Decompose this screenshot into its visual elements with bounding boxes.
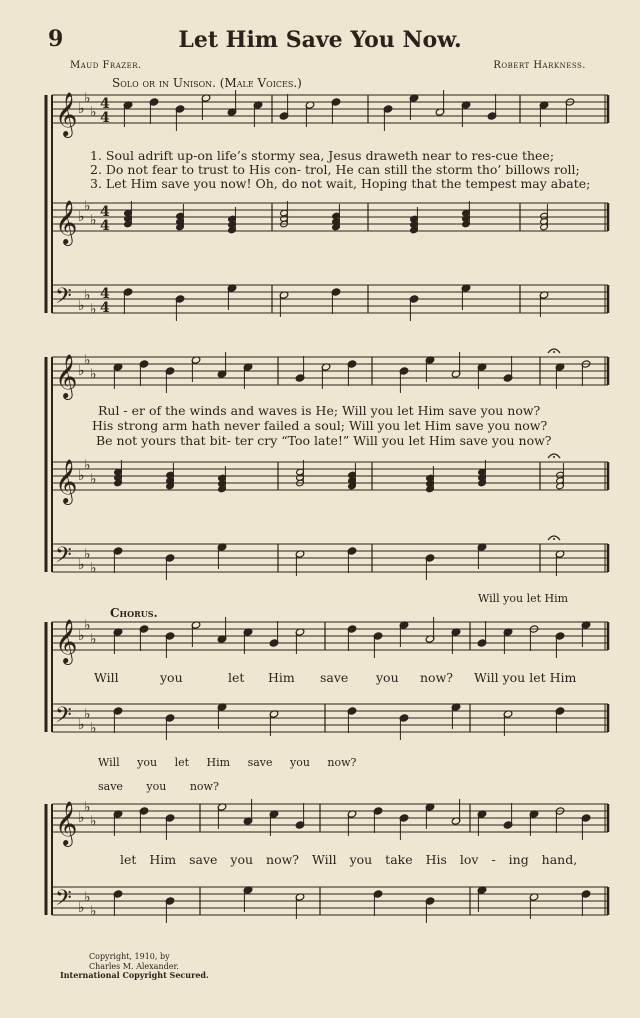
system1-staff-3-time-signature: 4 (100, 286, 110, 302)
system4-staff-2-key-signature: ♭ (78, 900, 85, 916)
system4-main-lyric: let Him save you now? Will you take His lov - ing hand, (120, 852, 578, 867)
system1-staff-3-clef: 𝄢 (55, 284, 72, 314)
copyright-line-2: Charles M. Alexander. (89, 961, 179, 971)
system4-staff-2-key-signature: ♭ (90, 903, 97, 920)
system2-staff-2-clef: 𝄞 (55, 459, 78, 503)
chorus-word: you (160, 670, 183, 685)
system1-staff-2-key-signature: ♭ (90, 212, 97, 229)
system1-staff-1-key-signature: ♭ (84, 90, 91, 107)
system3-staff-1-key-signature: ♭ (90, 631, 97, 648)
system2-staff-1-key-signature: ♭ (78, 363, 85, 379)
system1-staff-2-time-signature: 4 (100, 204, 110, 220)
system1-staff-1-clef: 𝄞 (55, 92, 78, 136)
system3-staff-1-key-signature: ♭ (78, 628, 85, 644)
system1-staff-3-key-signature: ♭ (84, 287, 91, 304)
system1-staff-2-key-signature: ♭ (78, 209, 85, 225)
verse-1-line-a: 1. Soul adrift up-on life’s stormy sea, Jesus draweth near to res-cue thee; (90, 148, 555, 163)
system1-staff-1-time-signature: 4 (100, 110, 110, 126)
chorus-upper-lyric: Will you let Him (478, 592, 569, 605)
chorus-bass-lyric: Will you let Him save you now? (98, 756, 357, 769)
copyright-line-3: International Copyright Secured. (60, 970, 209, 980)
system2-staff-3-key-signature: ♭ (78, 557, 85, 573)
fermata-dot (553, 538, 555, 540)
system2-staff-3-clef: 𝄢 (55, 543, 72, 573)
system4-staff-2-key-signature: ♭ (84, 889, 91, 906)
system4-staff-1-key-signature: ♭ (84, 799, 91, 816)
system2-staff-2-key-signature: ♭ (78, 468, 85, 484)
system1-staff-2-time-signature: 4 (100, 218, 110, 234)
system1-staff-1-time-signature: 4 (100, 96, 110, 112)
system4-staff-1-key-signature: ♭ (78, 810, 85, 826)
system1-staff-3-time-signature: 4 (100, 300, 110, 316)
chorus-word: Will (94, 670, 119, 685)
system4-staff-2-clef: 𝄢 (55, 886, 72, 916)
system3-staff-1-key-signature: ♭ (84, 617, 91, 634)
system2-staff-1-key-signature: ♭ (90, 366, 97, 383)
system3-staff-2-key-signature: ♭ (78, 717, 85, 733)
system1-staff-1-key-signature: ♭ (78, 101, 85, 117)
hymn-title: Let Him Save You Now. (178, 27, 462, 53)
chorus-label: Chorus. (110, 606, 158, 620)
chorus-word: now? (420, 670, 453, 685)
system2-staff-2-key-signature: ♭ (90, 471, 97, 488)
system3-staff-2-key-signature: ♭ (90, 720, 97, 737)
system1-staff-2-clef: 𝄞 (55, 200, 78, 244)
lyricist-credit: Maud Frazer. (70, 60, 142, 71)
copyright-line-1: Copyright, 1910, by (89, 952, 170, 961)
system1-staff-3-key-signature: ♭ (90, 301, 97, 318)
system2-staff-1-key-signature: ♭ (84, 352, 91, 369)
chorus-word: Will you let Him (474, 670, 577, 685)
system2-staff-3-key-signature: ♭ (84, 546, 91, 563)
verse-1-line-b: Rul - er of the winds and waves is He; Will you let Him save you now? (98, 403, 541, 418)
system4-upper-lyric: save you now? (98, 780, 219, 793)
system2-staff-2-key-signature: ♭ (84, 457, 91, 474)
system3-staff-1-clef: 𝄞 (55, 619, 78, 663)
composer-credit: Robert Harkness. (493, 60, 586, 71)
system1-staff-2-key-signature: ♭ (84, 198, 91, 215)
verse-3-line-b: Be not yours that bit- ter cry “Too late!” Will you let Him save you now? (96, 433, 552, 448)
fermata-dot (553, 456, 555, 458)
system1-staff-3-key-signature: ♭ (78, 298, 85, 314)
page-number: 9 (48, 26, 64, 52)
chorus-word: save (320, 670, 349, 685)
system4-staff-1-key-signature: ♭ (90, 813, 97, 830)
performance-direction: Solo or in Unison. (Male Voices.) (112, 76, 302, 90)
system3-staff-2-key-signature: ♭ (84, 706, 91, 723)
system3-staff-2-clef: 𝄢 (55, 703, 72, 733)
copyright-notice (60, 952, 209, 981)
system1-staff-1-key-signature: ♭ (90, 104, 97, 121)
chorus-word: Him (268, 670, 295, 685)
chorus-word: you (376, 670, 399, 685)
system4-staff-1-clef: 𝄞 (55, 801, 78, 845)
verse-2-line-b: His strong arm hath never failed a soul; Will you let Him save you now? (92, 418, 548, 433)
chorus-word: let (228, 670, 245, 685)
system2-staff-3-key-signature: ♭ (90, 560, 97, 577)
fermata-dot (553, 351, 555, 353)
verse-3-line-a: 3. Let Him save you now! Oh, do not wait, Hoping that the tempest may abate; (90, 176, 591, 191)
system2-staff-1-clef: 𝄞 (55, 354, 78, 398)
verse-2-line-a: 2. Do not fear to trust to His con- trol, He can still the storm tho’ billows roll; (90, 162, 580, 177)
